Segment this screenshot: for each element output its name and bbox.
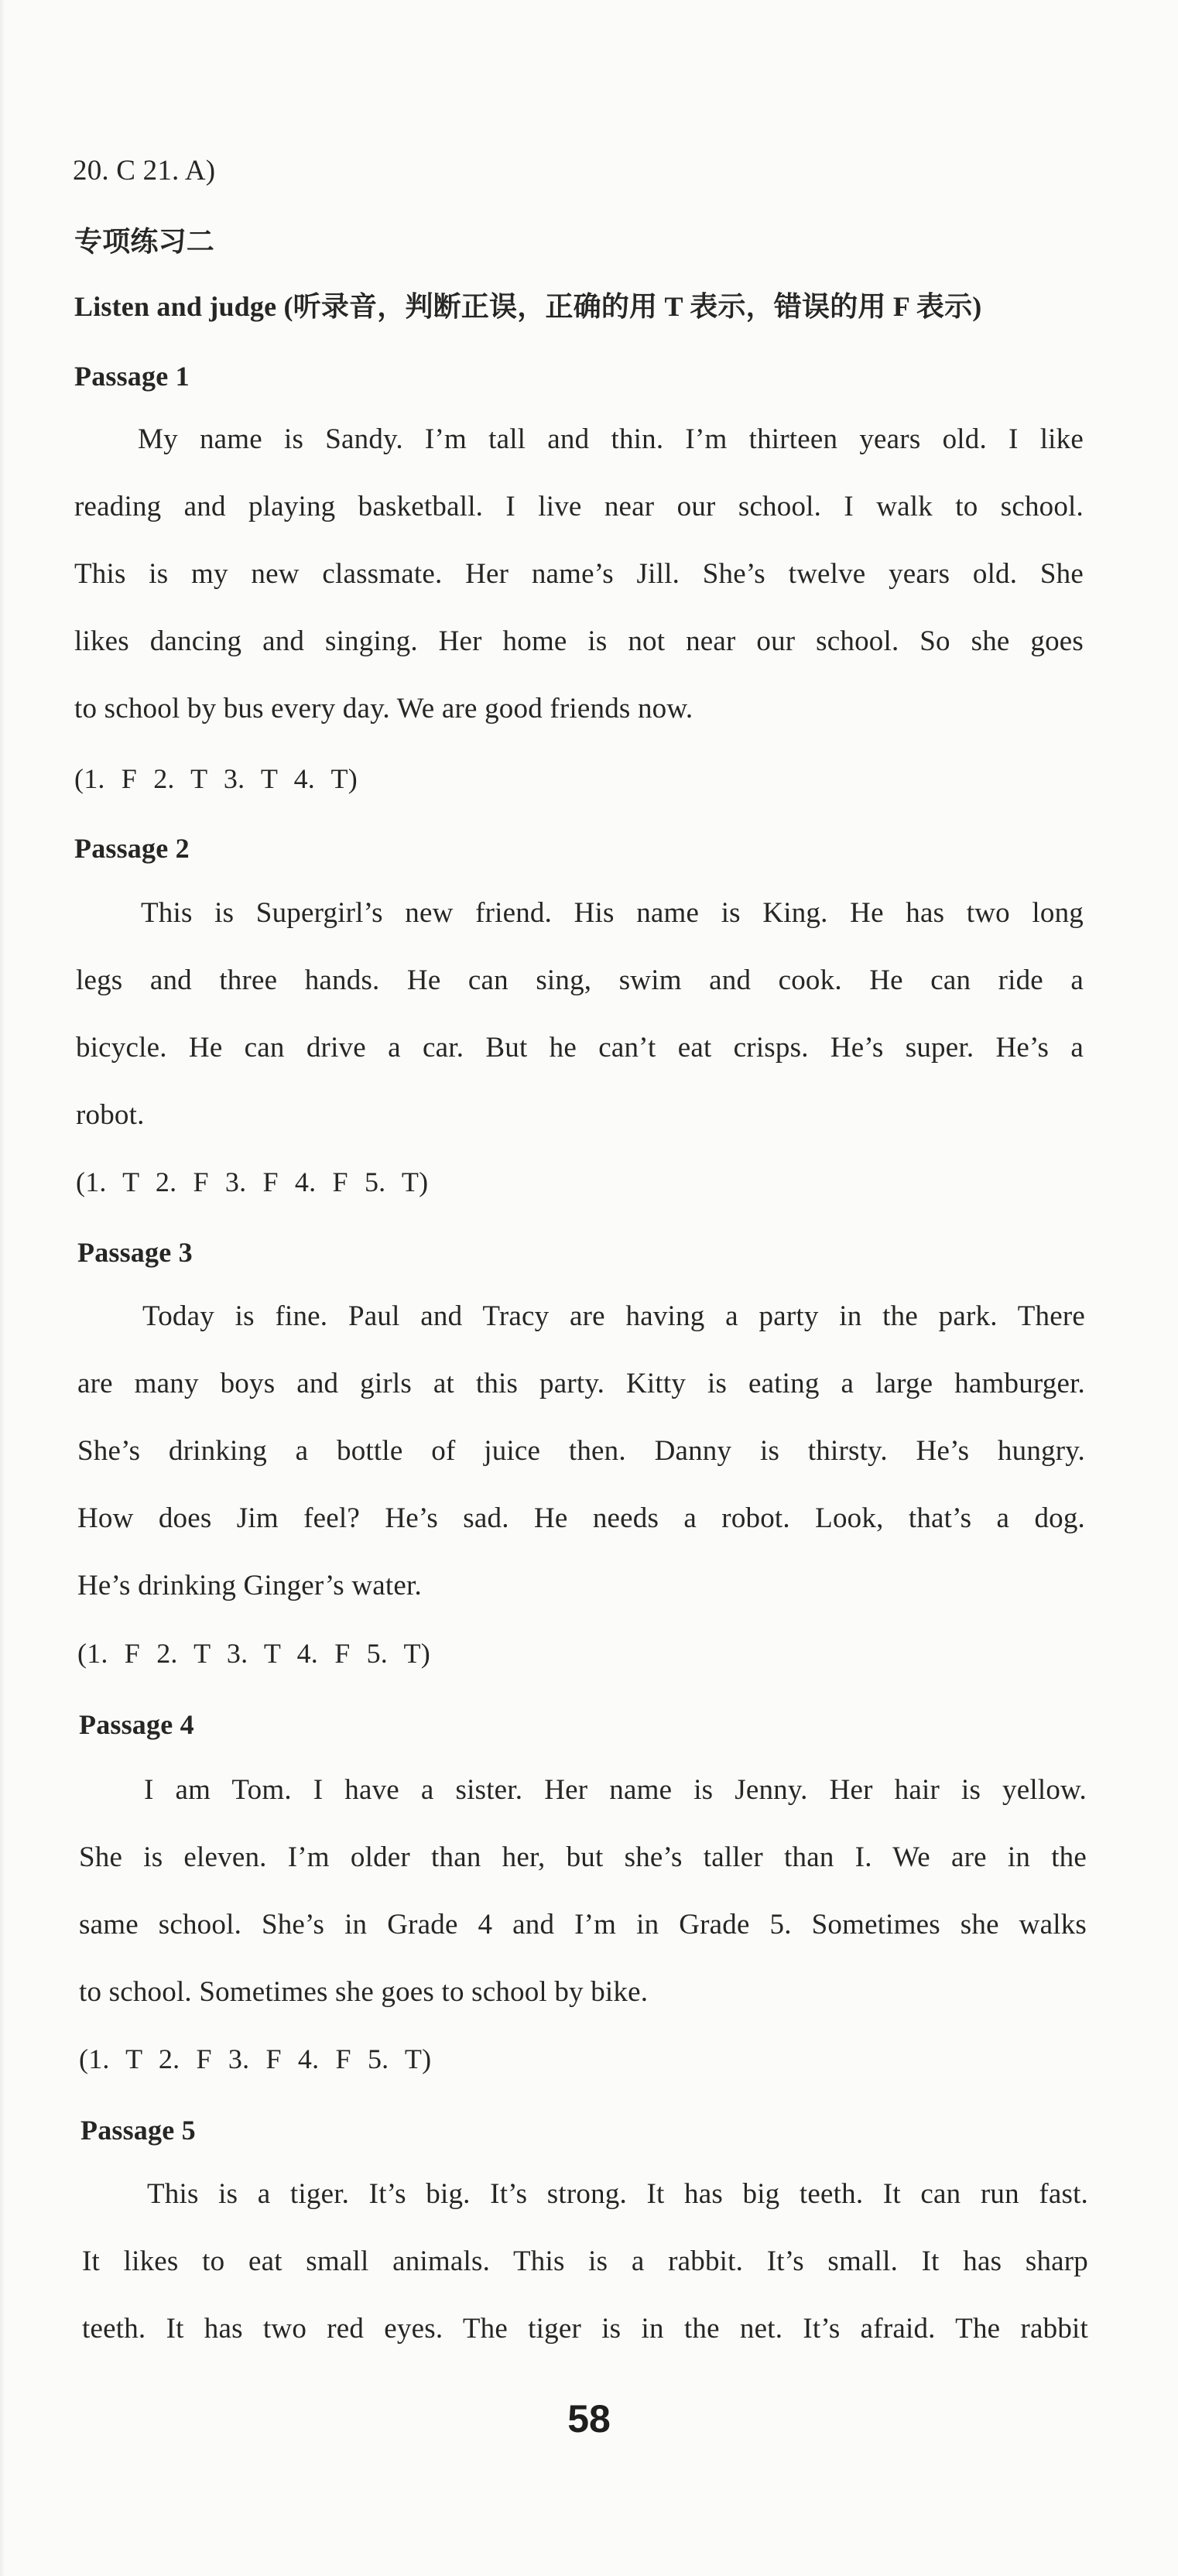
passage-3-line: Today is fine. Paul and Tracy are having a party in the park. There bbox=[142, 1300, 1085, 1332]
passage-3-title: Passage 3 bbox=[77, 1237, 193, 1268]
section-title: 专项练习二 bbox=[74, 225, 215, 258]
passage-4-line: to school. Sometimes she goes to school by bike. bbox=[79, 1976, 649, 2008]
passage-1-title: Passage 1 bbox=[74, 361, 190, 392]
passage-2-answers: (1. T 2. F 3. F 4. F 5. T) bbox=[76, 1166, 429, 1197]
page-edge-shadow bbox=[0, 0, 5, 2576]
passage-2-line: legs and three hands. He can sing, swim and cook. He can ride a bbox=[76, 964, 1084, 996]
passage-1-answers: (1. F 2. T 3. T 4. T) bbox=[74, 763, 358, 794]
passage-1-line: to school by bus every day. We are good friends now. bbox=[74, 693, 693, 724]
passage-4-answers: (1. T 2. F 3. F 4. F 5. T) bbox=[79, 2043, 432, 2074]
passage-5-title: Passage 5 bbox=[80, 2115, 196, 2146]
passage-4-line: same school. She’s in Grade 4 and I’m in Grade 5. Sometimes she walks bbox=[79, 1909, 1087, 1941]
passage-4-line: I am Tom. I have a sister. Her name is Jenny. Her hair is yellow. bbox=[144, 1774, 1087, 1806]
passage-4-title: Passage 4 bbox=[79, 1709, 194, 1740]
passage-2-line: This is Supergirl’s new friend. His name is King. He has two long bbox=[141, 897, 1084, 929]
passage-1-line: This is my new classmate. Her name’s Jill. She’s twelve years old. She bbox=[74, 558, 1084, 590]
passage-3-line: are many boys and girls at this party. Kitty is eating a large hamburger. bbox=[77, 1368, 1085, 1399]
passage-5-line: teeth. It has two red eyes. The tiger is in the net. It’s afraid. The rabbit bbox=[82, 2313, 1088, 2345]
passage-2-line: bicycle. He can drive a car. But he can’t eat crisps. He’s super. He’s a bbox=[76, 1032, 1084, 1064]
passage-2-line: robot. bbox=[76, 1099, 145, 1131]
passage-5-line: It likes to eat small animals. This is a rabbit. It’s small. It has sharp bbox=[82, 2245, 1088, 2277]
passage-1-line: My name is Sandy. I’m tall and thin. I’m thirteen years old. I like bbox=[138, 423, 1084, 455]
passage-1-line: reading and playing basketball. I live near our school. I walk to school. bbox=[74, 491, 1084, 522]
passage-3-line: How does Jim feel? He’s sad. He needs a robot. Look, that’s a dog. bbox=[77, 1502, 1085, 1534]
previous-answers: 20. C 21. A) bbox=[73, 155, 216, 187]
passage-1-line: likes dancing and singing. Her home is not near our school. So she goes bbox=[74, 625, 1084, 657]
passage-2-title: Passage 2 bbox=[74, 833, 190, 864]
instruction-text: Listen and judge (听录音，判断正误，正确的用 T 表示，错误的用 F 表示) bbox=[74, 291, 982, 322]
passage-3-answers: (1. F 2. T 3. T 4. F 5. T) bbox=[77, 1638, 430, 1669]
passage-5-line: This is a tiger. It’s big. It’s strong. It has big teeth. It can run fast. bbox=[147, 2178, 1088, 2210]
passage-3-line: He’s drinking Ginger’s water. bbox=[77, 1570, 422, 1601]
passage-4-line: She is eleven. I’m older than her, but she’s taller than I. We are in the bbox=[79, 1841, 1087, 1873]
page-number: 58 bbox=[567, 2397, 611, 2441]
passage-3-line: She’s drinking a bottle of juice then. Danny is thirsty. He’s hungry. bbox=[77, 1435, 1085, 1467]
